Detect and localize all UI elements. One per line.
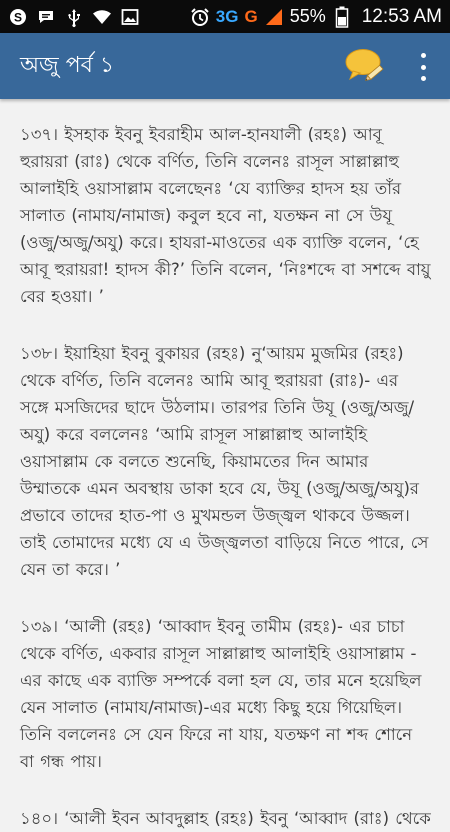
hadith-paragraph: ১৩৯। ‘আলী (রহঃ) ‘আব্বাদ ইবনু তামীম (রহঃ)- এর চাচা থেকে বর্ণিত, একবার রাসূল সাল্লাল্লাহু আলাইহি ওয়াসাল্লাম - এর কাছে এক ব্যাক্তি সম্পর্কে বলা হল যে, তার মনে হয়েছিল যেন সালাত (নামায/নামাজ)-এর মধ্যে কিছু হয়ে গিয়েছিল। তিনি বললেনঃ সে যেন ফিরে না যায়, যতক্ষণ না শব্দ শোনে বা গন্ধ পায়। [20, 617, 422, 771]
alarm-icon [190, 7, 210, 27]
battery-icon [332, 7, 352, 27]
skype-icon [8, 7, 28, 27]
network-g-label: G [244, 6, 258, 26]
network-3g-label: 3G [215, 6, 239, 26]
wifi-icon [92, 7, 112, 27]
clock-time: 12:53 AM [361, 5, 442, 27]
hadith-paragraph: ১৪০। ‘আলী ইবন আবদুল্লাহ (রহঃ) ইবনু ‘আব্বাদ (রাঃ) থেকে [20, 809, 431, 828]
svg-text:S: S [13, 10, 23, 24]
status-bar [0, 0, 450, 33]
usb-icon [64, 7, 84, 27]
battery-percent: 55% [289, 6, 326, 26]
image-icon [120, 7, 140, 27]
page-title: অজু পর্ব ১ [20, 52, 115, 78]
hadith-paragraph: ১৩৮। ইয়াহিয়া ইবনু বুকায়র (রহঃ) নু‘আয়ম মুজমির (রহঃ) থেকে বর্ণিত, তিনি বলেনঃ আমি আবূ হুরায়রা (রাঃ)- এর সঙ্গে মসজিদের ছাদে উঠলাম। তারপর তিনি উযূ (ওজু/অজু/অযু) করে বললেনঃ ‘আমি রাসূল সাল্লাল্লাহু আলাইহি ওয়াসাল্লাম কে বলতে শুনেছি, কিয়ামতের দিন আমার উম্মাতকে এমন অবস্থায় ডাকা হবে যে, উযূ (ওজু/অজু/অযু)র প্রভাবে তাদের হাত-পা ও মুখমন্ডল উজ্জ্বল থাকবে উজ্জল। তাই তোমাদের মধ্যে যে এ উজ্জ্বলতা বাড়িয়ে নিতে পারে, সে যেন তা করে। ’ [20, 344, 429, 579]
hadith-paragraph: ১৩৭। ইসহাক ইবনু ইবরাহীম আল-হানযালী (রহঃ) আবূ হুরায়রা (রাঃ) থেকে বর্ণিত, তিনি বলেনঃ রাসূল সাল্লাল্লাহু আলাইহি ওয়াসাল্লাম বলেছেনঃ ‘যে ব্যাক্তির হাদস হয় তাঁর সালাত (নামায/নামাজ) কবুল হবে না, যতক্ষন না সে উযূ (ওজু/অজু/অযু) করে। হাযরা-মাওতের এক ব্যাক্তি বলেন, ‘হে আবূ হুরায়রা! হাদস কী?’ তিনি বলেন, ‘নিঃশব্দে বা সশব্দে বায়ু বের হওয়া। ’ [20, 125, 431, 306]
chat-bubble-pencil-icon[interactable] [344, 46, 386, 86]
notification-icons [0, 7, 140, 27]
hadith-content [0, 99, 450, 828]
overflow-menu-icon[interactable] [410, 51, 436, 83]
message-icon [36, 7, 56, 27]
app-bar [0, 33, 450, 99]
signal-icon [264, 7, 284, 27]
system-icons [190, 6, 450, 28]
